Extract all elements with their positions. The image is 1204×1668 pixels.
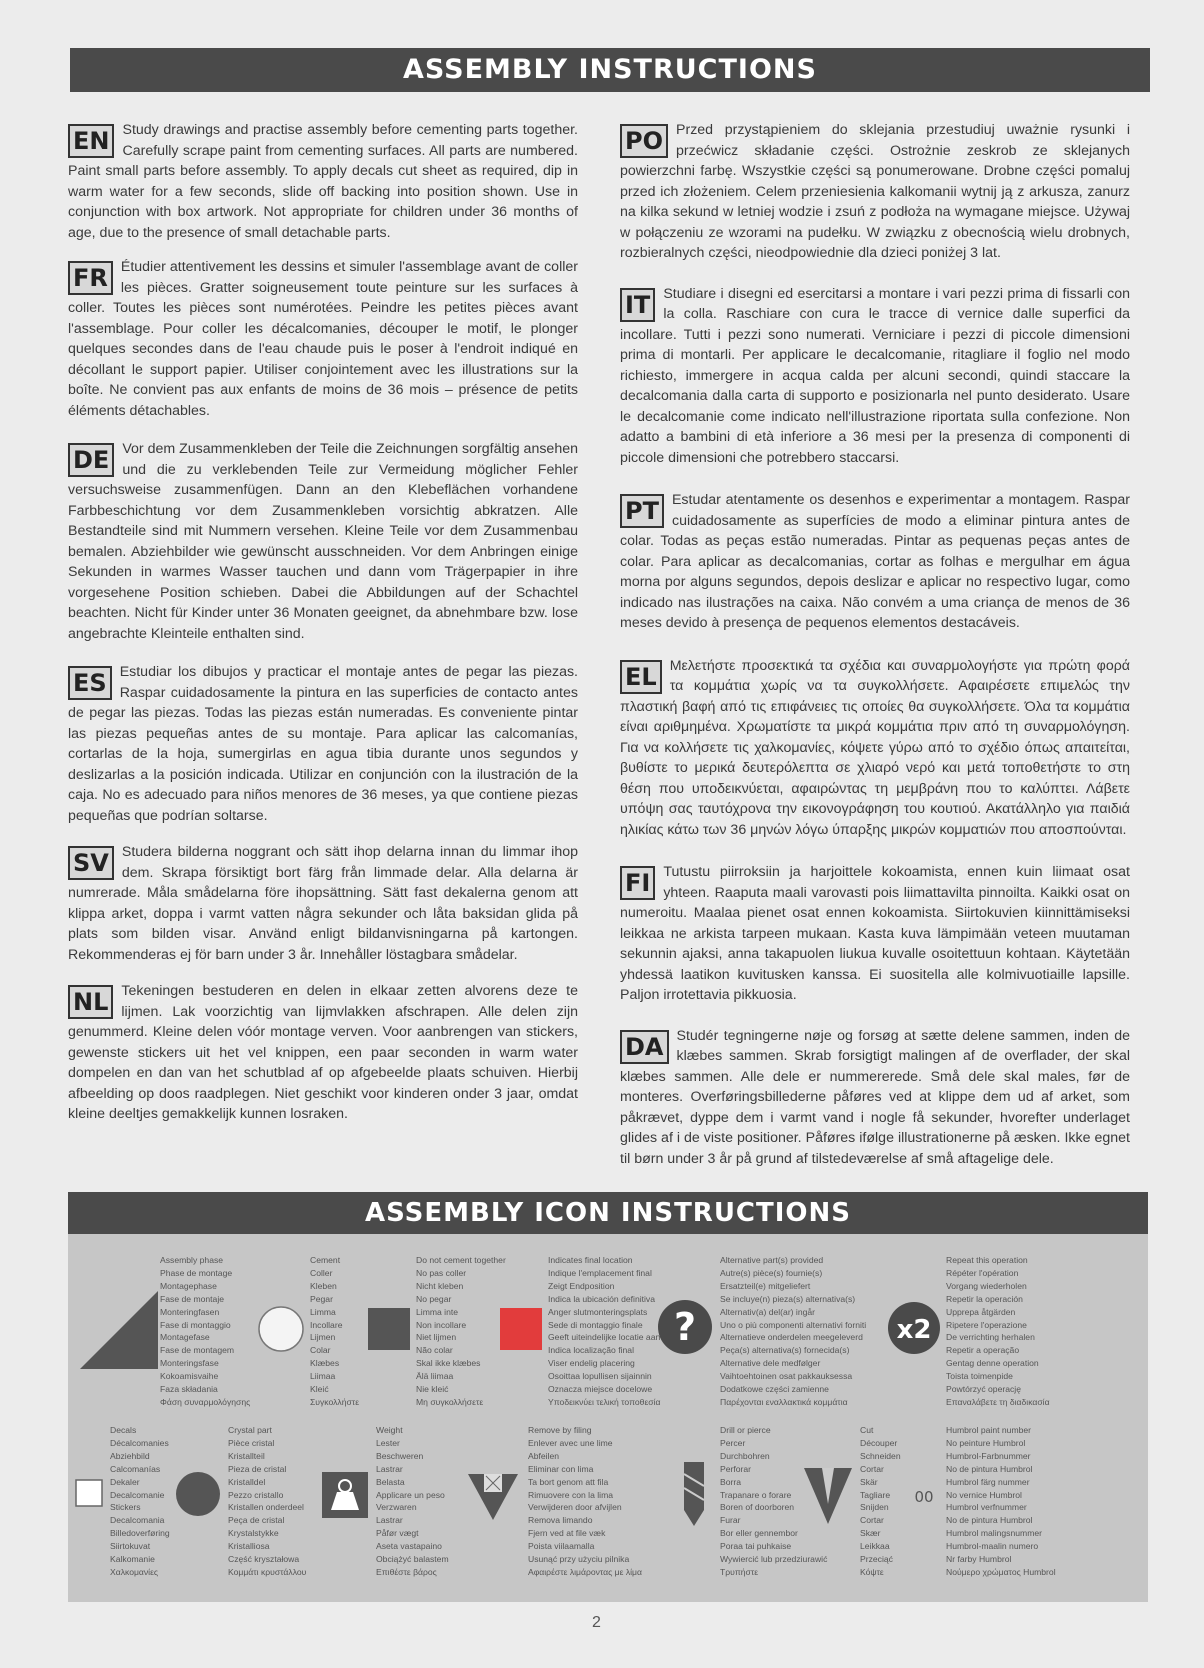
icon-label: Boren of doorboren <box>720 1502 795 1513</box>
icon-label: Vaihtoehtoinen osat pakkauksessa <box>720 1371 853 1382</box>
icon-label: Geeft uiteindelijke locatie aan <box>548 1332 661 1343</box>
icon-label: Pegar <box>310 1293 333 1304</box>
icon-label: Osoittaa lopullisen sijainnin <box>548 1371 652 1382</box>
icon-label: No vernice Humbrol <box>946 1489 1022 1500</box>
icon-label: Decalcomania <box>110 1515 165 1526</box>
crystal-part-dark-circle-icon <box>174 1470 222 1518</box>
icon-label: Συγκολλήστε <box>310 1396 360 1407</box>
lang-code-badge: ES <box>68 666 112 700</box>
svg-text:00: 00 <box>914 1488 934 1506</box>
icon-label: Abfeilen <box>528 1450 560 1461</box>
lang-text: Estudiar los dibujos y practicar el montaje antes de pegar las piezas. Raspar cuidadosamente la pintura en las superficies de contacto antes de pegar las piezas. Todas las piezas están numeradas. Es conveniente pintar las piezas pequeñas antes de su montaje. Para aplicar las calcomanías, cortarlas de la hoja, sumergirlas en agua tibia durante unos segundos y deslizarlas a la posición indicada. Utilizar en conjunción con la ilustración de la caja. No es adecuado para niños menores de 36 meses, ya que contiene piezas pequeñas que podrían soltarse. <box>68 664 578 824</box>
icon-label: Kristalliosa <box>228 1541 270 1552</box>
lang-block-pt <box>620 490 1130 634</box>
page-number: 2 <box>592 1614 601 1631</box>
icon-label: Fase de montagem <box>160 1345 235 1356</box>
lang-block-fi <box>620 862 1130 1006</box>
icon-label: Skal ikke klæbes <box>416 1358 481 1369</box>
icon-label: Älä liimaa <box>416 1371 454 1382</box>
lang-block-sv <box>68 842 578 965</box>
icon-label: Remova limando <box>528 1515 593 1526</box>
icon-label: Skær <box>860 1528 881 1539</box>
final-location-labels <box>548 1254 660 1409</box>
weight-icon <box>320 1470 370 1520</box>
icon-label: Do not cement together <box>416 1255 506 1265</box>
icon-label: Επιθέστε βάρος <box>376 1566 437 1577</box>
lang-code-badge: DA <box>620 1030 669 1064</box>
icon-label: Verzwaren <box>376 1502 417 1513</box>
icon-label: Applicare un peso <box>376 1489 445 1500</box>
instructions-right-column <box>620 120 1130 1169</box>
lang-text: Przed przystąpieniem do sklejania przestudiuj uważnie rysunki i przećwicz składanie części. Ostrożnie zeskrob ze sklejanych powierzchni farbę. Wszystkie części są ponumerowane. Drobne części pomaluj przed ich złożeniem. Celem przeniesienia kalkomanii wytnij ją z arkusza, zanurz na kilka sekund w letniej wodzie i zsuń z podłoża na wymagane miejsce. Używaj w połączeniu ze wzorami na pudełku. W związku z obecnością wielu drobnych, rozbieralnych części, nieodpowiednie dla dzieci poniżej 3 lat. <box>620 122 1130 261</box>
lang-code-badge: DE <box>68 443 114 477</box>
icon-label: Alternative dele medfølger <box>720 1358 821 1369</box>
icon-label: Montagephase <box>160 1280 217 1291</box>
humbrol-paint-labels <box>946 1424 1056 1579</box>
cut-labels <box>860 1424 901 1579</box>
icon-label: Snijden <box>860 1502 889 1513</box>
icon-label: Weight <box>376 1425 403 1435</box>
icon-label: Παρέχονται εναλλακτικά κομμάτια <box>720 1396 848 1407</box>
icon-label: Gentag denne operation <box>946 1358 1039 1369</box>
icon-label: Usunąć przy użyciu pilnika <box>528 1554 630 1565</box>
icon-instructions-panel <box>68 1192 1148 1602</box>
icon-label: Alternative part(s) provided <box>720 1255 824 1265</box>
icon-label: Κομμάτι κρυστάλλου <box>228 1566 307 1577</box>
icon-label: Cut <box>860 1425 874 1435</box>
icon-label: Colar <box>310 1345 331 1356</box>
icon-label: Décalcomanies <box>110 1437 169 1448</box>
assembly-phase-labels <box>160 1254 250 1409</box>
icon-label: Schneiden <box>860 1450 901 1461</box>
icon-label: Humbrol paint number <box>946 1425 1032 1435</box>
lang-code-badge: PO <box>620 124 668 158</box>
icon-label: Repetir la operación <box>946 1293 1023 1304</box>
final-location-fill <box>500 1308 542 1350</box>
icon-label: No de pintura Humbrol <box>946 1463 1033 1474</box>
icon-label: No pegar <box>416 1293 452 1304</box>
humbrol-00-icon <box>906 1484 942 1508</box>
icon-label: Répéter l'opération <box>946 1267 1019 1278</box>
icon-label: Monteringsfase <box>160 1358 219 1369</box>
icon-label: Decals <box>110 1425 137 1435</box>
icon-label: Skär <box>860 1476 878 1487</box>
icon-label: Humbrol-maalin numero <box>946 1541 1039 1552</box>
icon-label: Obciążyć balastem <box>376 1554 449 1565</box>
icon-label: Toista toimenpide <box>946 1371 1013 1382</box>
icon-label: Beschweren <box>376 1450 424 1461</box>
icon-label: Peça de cristal <box>228 1515 285 1526</box>
icon-label: Decalcomanie <box>110 1489 165 1500</box>
lang-code-badge: SV <box>68 846 114 880</box>
icon-label: No peinture Humbrol <box>946 1437 1026 1448</box>
cement-labels <box>310 1254 359 1409</box>
icon-label: Assembly phase <box>160 1255 224 1265</box>
icon-section-title: ASSEMBLY ICON INSTRUCTIONS <box>68 1192 1148 1234</box>
icon-label: Drill or pierce <box>720 1425 771 1435</box>
icon-label: Peça(s) alternativa(s) fornecida(s) <box>720 1345 850 1356</box>
icon-label: Χαλκομανίες <box>110 1566 159 1577</box>
icon-label: Liimaa <box>310 1371 336 1382</box>
icon-label: Limma inte <box>416 1306 459 1317</box>
icon-label: Fase di montaggio <box>160 1319 231 1330</box>
icon-label: Τρυπήστε <box>720 1566 759 1577</box>
lang-block-es <box>68 662 578 826</box>
icon-label: Leikkaa <box>860 1541 890 1552</box>
icon-label: No de pintura Humbrol <box>946 1515 1033 1526</box>
icon-label: Découper <box>860 1437 898 1448</box>
icon-label: Abziehbild <box>110 1450 150 1461</box>
page-title: ASSEMBLY INSTRUCTIONS <box>70 48 1150 92</box>
lang-text: Étudier attentivement les dessins et simuler l'assemblage avant de coller les pièces. Gratter soigneusement toute peinture sur les surfaces à coller. Toutes les pièces sont numérotées. Peindre les petites pièces avant l'assemblage. Pour coller les décalcomanies, découper le motif, le plonger quelques secondes dans de l'eau chaude puis le poser à l'endroit indiqué en décollant le support papier. Utiliser conjointement avec les illustrations sur la boîte. Ne convient pas aux enfants de moins de 36 mois – présence de petits éléments détachables. <box>68 259 578 419</box>
icon-label: Durchbohren <box>720 1450 770 1461</box>
icon-label: Φάση συναρμολόγησης <box>160 1396 251 1407</box>
icon-label: Não colar <box>416 1345 453 1356</box>
icon-label: Wywiercić lub przedziurawić <box>720 1554 828 1565</box>
icon-label: Część kryształowa <box>228 1554 300 1565</box>
crystal-part-labels <box>228 1424 306 1579</box>
icon-label: Coller <box>310 1267 333 1278</box>
lang-code-badge: NL <box>68 985 113 1019</box>
lang-code-badge: FR <box>68 261 113 295</box>
icon-label: Rimuovere con la lima <box>528 1489 614 1500</box>
icon-label: Kristallen onderdeel <box>228 1502 304 1513</box>
icon-label: Lastrar <box>376 1515 403 1526</box>
icon-label: Faza składania <box>160 1384 218 1395</box>
icon-label: Humbrol malingsnummer <box>946 1528 1042 1539</box>
lang-code-badge: IT <box>620 288 655 322</box>
cut-blade-icon <box>800 1464 856 1528</box>
instructions-left-column <box>68 120 578 1125</box>
lang-block-nl <box>68 981 578 1125</box>
icon-label: Påfør vægt <box>376 1528 419 1539</box>
icon-label: Remove by filing <box>528 1425 592 1435</box>
icon-label: Pieza de cristal <box>228 1463 287 1474</box>
lang-code-badge: FI <box>620 866 655 900</box>
icon-label: Autre(s) pièce(s) fournie(s) <box>720 1267 823 1278</box>
icon-label: Vorgang wiederholen <box>946 1280 1027 1291</box>
cement-circle-icon <box>256 1304 306 1354</box>
icon-label: Indica localização final <box>548 1345 634 1356</box>
icon-label: Oznacza miejsce docelowe <box>548 1384 653 1395</box>
lang-block-en <box>68 120 578 243</box>
lang-text: Studera bilderna noggrant och sätt ihop delarna innan du limmar ihop dem. Skrapa försiktigt bort färg från limmade delar. Alla delarna är numrerade. Måla smådelarna före ihopsättning. Sätt fast dekalerna genom att klippa arket, doppa i varmt vatten några sekunder och låta baksidan glida på plats som bilden visar. Använd enligt bildanvisningarna på kartongen. Rekommenderas ej för barn under 3 år. Innehåller löstagbara smådelar. <box>68 844 578 963</box>
assembly-phase-triangle-icon <box>76 1287 162 1373</box>
lang-text: Studiare i disegni ed esercitarsi a montare i vari pezzi prima di fissarli con la colla. Raschiare con cura le tracce di vernice dalle superfici da incollare. Tutti i pezzi sono numerati. Verniciare i pezzi di piccole dimensioni prima di montarli. Per applicare le decalcomanie, ritagliare il foglio nel modo richiesto, immergere in acqua calda per alcuni secondi, quindi staccare la decalcomania dalla carta di supporto e posizionarla nel punto desiderato. Usare le decalcomanie come indicato nell'illustrazione riportata sulla confezione. Non adatto a bambini di età inferiore a 36 mesi per la presenza di componenti di piccole dimensioni che potrebbero staccarsi. <box>620 285 1130 466</box>
icon-label: Fase de montaje <box>160 1293 225 1304</box>
icon-label: Krystalstykke <box>228 1528 279 1539</box>
lang-block-po <box>620 120 1130 264</box>
question-mark-icon <box>656 1298 714 1356</box>
icon-label: Aseta vastapaino <box>376 1541 442 1552</box>
icon-label: Lastrar <box>376 1463 403 1474</box>
lang-code-badge: EN <box>68 124 114 158</box>
icon-label: Montagefase <box>160 1332 210 1343</box>
icon-label: Niet lijmen <box>416 1332 457 1343</box>
file-triangle-icon <box>464 1468 522 1526</box>
icon-label: Ta bort genom att fila <box>528 1476 609 1487</box>
icon-label: Repeat this operation <box>946 1255 1028 1265</box>
icon-label: Sede di montaggio finale <box>548 1319 643 1330</box>
icon-label: Limma <box>310 1306 336 1317</box>
icon-label: Powtórzyć operację <box>946 1384 1021 1395</box>
icon-label: Percer <box>720 1437 746 1448</box>
alternative-part-labels <box>720 1254 866 1409</box>
icon-label: Poista viilaamalla <box>528 1541 595 1552</box>
icon-label: Kokoamisvaihe <box>160 1371 219 1382</box>
icon-label: Belasta <box>376 1476 405 1487</box>
icon-label: Przeciąć <box>860 1554 893 1565</box>
remove-by-filing-labels <box>528 1424 642 1579</box>
do-not-cement-labels <box>416 1254 506 1409</box>
lang-code-badge: EL <box>620 660 662 694</box>
icon-label: Cortar <box>860 1515 884 1526</box>
icon-label: Upprepa åtgärden <box>946 1306 1016 1317</box>
icon-label: Non incollare <box>416 1319 467 1330</box>
icon-label: Klæbes <box>310 1358 340 1369</box>
icon-label: Kristalldel <box>228 1476 266 1487</box>
icon-label: Nr farby Humbrol <box>946 1554 1012 1565</box>
icon-label: Incollare <box>310 1319 343 1330</box>
lang-text: Estudar atentamente os desenhos e experimentar a montagem. Raspar cuidadosamente as superfícies de modo a eliminar pintura antes de colar. Todas as peças estão numeradas. Pintar as pequenas peças antes de colar. Para aplicar as decalcomanias, cortar as folhas e mergulhar em água morna por alguns segundos, depois deslizar e aplicar no respectivo lugar, como indicado nas ilustrações na caixa. Não convém a uma criança de menos de 36 meses devido à presença de pequenos elementos destacáveis. <box>620 492 1130 631</box>
icon-label: Phase de montage <box>160 1267 233 1278</box>
icon-label: Billedoverføring <box>110 1528 170 1539</box>
decal-square-icon <box>74 1478 106 1510</box>
icon-label: Κόψτε <box>860 1566 884 1577</box>
icon-label: Nie kleić <box>416 1384 449 1395</box>
icon-label: Siirtokuvat <box>110 1541 151 1552</box>
icon-label: Lijmen <box>310 1332 336 1343</box>
icon-label: Kalkomanie <box>110 1554 155 1565</box>
icon-label: Alternatieve onderdelen meegeleverd <box>720 1332 863 1343</box>
lang-block-el <box>620 656 1130 841</box>
lang-text: Tekeningen bestuderen en delen in elkaar zetten alvorens deze te lijmen. Lak voorzichtig van lijmvlakken afschrapen. Alle delen zijn genummerd. Kleine delen vóór montage verven. Voor aanbrengen van stickers, gewenste stickers uit het vel knippen, een paar seconden in warm water dompelen en dan van het schutblad af op afgebeelde plaats schuiven. Hierbij afbeelding op doos raadplegen. Niet geschikt voor kinderen onder 3 jaar, omdat kleine deeltjes gemakkelijk kunnen losraken. <box>68 983 578 1122</box>
lang-text: Vor dem Zusammenkleben der Teile die Zeichnungen sorgfältig ansehen und die zu verklebenden Teile zur Vermeidung möglicher Fehler versuchsweise zusammenfügen. Dann an den Klebeflächen vorhandene Farbbeschichtung vor dem Zusammenkleben vorsichtig abkratzen. Alle Bestandteile sind mit Nummern versehen. Kleine Teile vor dem Zusammenbau bemalen. Abziehbilder wie gewünscht ausschneiden. Vor dem Anbringen einige Sekunden in warmes Wasser tauchen und dann vom Trägerpapier in ihre vorgesehene Position schieben. Dabei die Abbildungen auf der Schachtel beachten. Nicht für Kinder unter 36 Monaten geeignet, da abnehmbare bzw. lose angebrachte Kleinteile enthalten sind. <box>68 441 578 642</box>
icon-label: Uno o più componenti alternativi forniti <box>720 1319 867 1330</box>
lang-text: Studér tegningerne nøje og forsøg at sætte delene sammen, inden de klæbes sammen. Skrab forsigtigt malingen af de overflader, der skal klæbes sammen. Alle dele er nummererede. Små dele skal males, før de monteres. Overføringsbillederne påføres ved at klippe dem ud af arket, som påkrævet, dyppe dem i varmt vand i nogle få sekunder, hvorefter underlaget glides af i de viste positioner. Påføres ifølge illustrationerne på æsken. Ikke egnet til børn under 3 år på grund af tilstedeværelse af små aftagelige dele. <box>620 1027 1130 1167</box>
icon-label: Pièce cristal <box>228 1437 275 1448</box>
repeat-operation-labels <box>946 1254 1050 1409</box>
icon-label: Υποδεικνύει τελική τοποθεσία <box>548 1396 661 1407</box>
lang-text: Study drawings and practise assembly before cementing parts together. Carefully scrape paint from cementing surfaces. All parts are numbered. Paint small parts before assembly. To apply decals cut sheet as required, dip in warm water for a few seconds, slide off backing into position shown. Use in conjunction with box artwork. Not appropriate for children under 36 months of age, due to the presence of small detachable parts. <box>68 122 578 241</box>
icon-label: Alternativ(a) del(ar) ingår <box>720 1306 816 1317</box>
icon-label: Dekaler <box>110 1476 140 1487</box>
repeat-x2-icon <box>886 1300 942 1356</box>
icon-label: Ersatzteil(e) mitgeliefert <box>720 1280 811 1291</box>
icon-label: Stickers <box>110 1502 141 1513</box>
icon-label: Ripetere l'operazione <box>946 1319 1027 1330</box>
icon-label: Cortar <box>860 1463 884 1474</box>
icon-label: No pas coller <box>416 1267 467 1278</box>
lang-code-badge: PT <box>620 494 664 528</box>
svg-text:x2: x2 <box>896 1315 932 1345</box>
icon-label: Μη συγκολλήσετε <box>416 1396 484 1407</box>
icon-label: Νούμερο χρώματος Humbrol <box>946 1566 1056 1577</box>
final-location-red-square-icon <box>498 1306 544 1352</box>
icon-label: Verwijderen door afvijlen <box>528 1502 622 1513</box>
decals-labels <box>110 1424 170 1579</box>
icon-label: Bor eller gennembor <box>720 1528 798 1539</box>
lang-block-da <box>620 1026 1130 1170</box>
icon-label: Perforar <box>720 1463 752 1474</box>
icon-label: Zeigt Endposition <box>548 1280 615 1291</box>
icon-label: Humbrol-Farbnummer <box>946 1450 1031 1461</box>
icon-label: Humbrol färg nummer <box>946 1476 1030 1487</box>
icon-label: Pezzo cristallo <box>228 1489 284 1500</box>
icon-label: Viser endelig placering <box>548 1358 635 1369</box>
icon-label: Tagliare <box>860 1489 891 1500</box>
icon-label: Kleić <box>310 1384 329 1395</box>
icon-label: Anger slutmonteringsplats <box>548 1306 648 1317</box>
icon-label: Humbrol verfnummer <box>946 1502 1027 1513</box>
icon-label: Fjern ved at file væk <box>528 1528 606 1539</box>
icon-label: Indicates final location <box>548 1255 633 1265</box>
drill-bit-icon <box>678 1460 710 1530</box>
icon-label: Lester <box>376 1437 400 1448</box>
lang-block-it <box>620 284 1130 469</box>
svg-text:?: ? <box>673 1305 697 1349</box>
icon-label: Crystal part <box>228 1425 272 1435</box>
icon-label: Kleben <box>310 1280 337 1291</box>
icon-label: Cement <box>310 1255 341 1265</box>
icon-label: De verrichting herhalen <box>946 1332 1035 1343</box>
icon-label: Επαναλάβετε τη διαδικασία <box>946 1396 1050 1407</box>
weight-labels <box>376 1424 449 1579</box>
icon-label: Enlever avec une lime <box>528 1437 613 1448</box>
icon-label: Trapanare o forare <box>720 1489 792 1500</box>
icon-label: Calcomanías <box>110 1463 161 1474</box>
icon-label: Furar <box>720 1515 741 1526</box>
do-not-cement-square-icon <box>366 1306 412 1352</box>
lang-text: Tutustu piirroksiin ja harjoittele kokoamista, ennen kuin liimaat osat yhteen. Raaputa maali varovasti pois liimattavilta pinnoilta. Kaikki osat on numeroitu. Maalaa pienet osat ennen kokoamista. Siirtokuvien kiinnittämiseksi leikkaa ne arkista tarpeen mukaan. Kasta kuva lämpimään veteen muutaman sekunnin ajaksi, anna takapuolen liukua kuvalle osoitettuun kohtaan. Käytetään yhdessä laatikon kuvitusken kanssa. Ei suositella alle kolmivuotiaille lapsille. Paljon irrotettavia pikkuosia. <box>620 864 1130 1003</box>
icon-label: Αφαιρέστε λιμάροντας με λίμα <box>528 1566 642 1577</box>
icon-label: Kristallteil <box>228 1450 265 1461</box>
icon-label: Monteringfasen <box>160 1306 220 1317</box>
icon-label: Dodatkowe części zamienne <box>720 1384 829 1395</box>
lang-block-fr <box>68 257 578 421</box>
icon-label: Nicht kleben <box>416 1280 464 1291</box>
icon-label: Indique l'emplacement final <box>548 1267 652 1278</box>
lang-text: Μελετήστε προσεκτικά τα σχέδια και συναρμολογήστε για πρώτη φορά τα κομμάτια χωρίς να τα συγκολλήσετε. Αφαιρέσετε επιμελώς την πλαστική βαφή από τις επιφάνειες τις οποίες θα συγκολλήσετε. Όλα τα κομμάτια είναι αριθμημένα. Χρωματίστε τα μικρά κομμάτια πριν από τη συναρμολόγηση. Για να κολλήσετε τις χαλκομανίες, κόψετε γύρω από το σχέδιο όπως απαιτείται, βυθίστε το μερικά δευτερόλεπτα σε χλιαρό νερό και μετά τοποθετήστε το στη θέση που υποδεικνύεται, αφαιρώντας τη μεμβράνη που το καλύπτει. Λάβετε υπόψη σας ταυτόχρονα την εικονογράφηση του κουτιού. Ακατάλληλο για παιδιά ηλικίας κάτω των 36 μηνών λόγω ύπαρξης μικρών κομματιών που αποσπούνται. <box>620 657 1130 838</box>
icon-label: Eliminar con lima <box>528 1463 594 1474</box>
icon-label: Poraa tai puhkaise <box>720 1541 792 1552</box>
lang-block-de <box>68 439 578 644</box>
icon-label: Borra <box>720 1476 742 1487</box>
icon-label: Se incluye(n) pieza(s) alternativa(s) <box>720 1293 856 1304</box>
icon-label: Repetir a operação <box>946 1345 1020 1356</box>
icon-label: Indica la ubicación definitiva <box>548 1293 656 1304</box>
